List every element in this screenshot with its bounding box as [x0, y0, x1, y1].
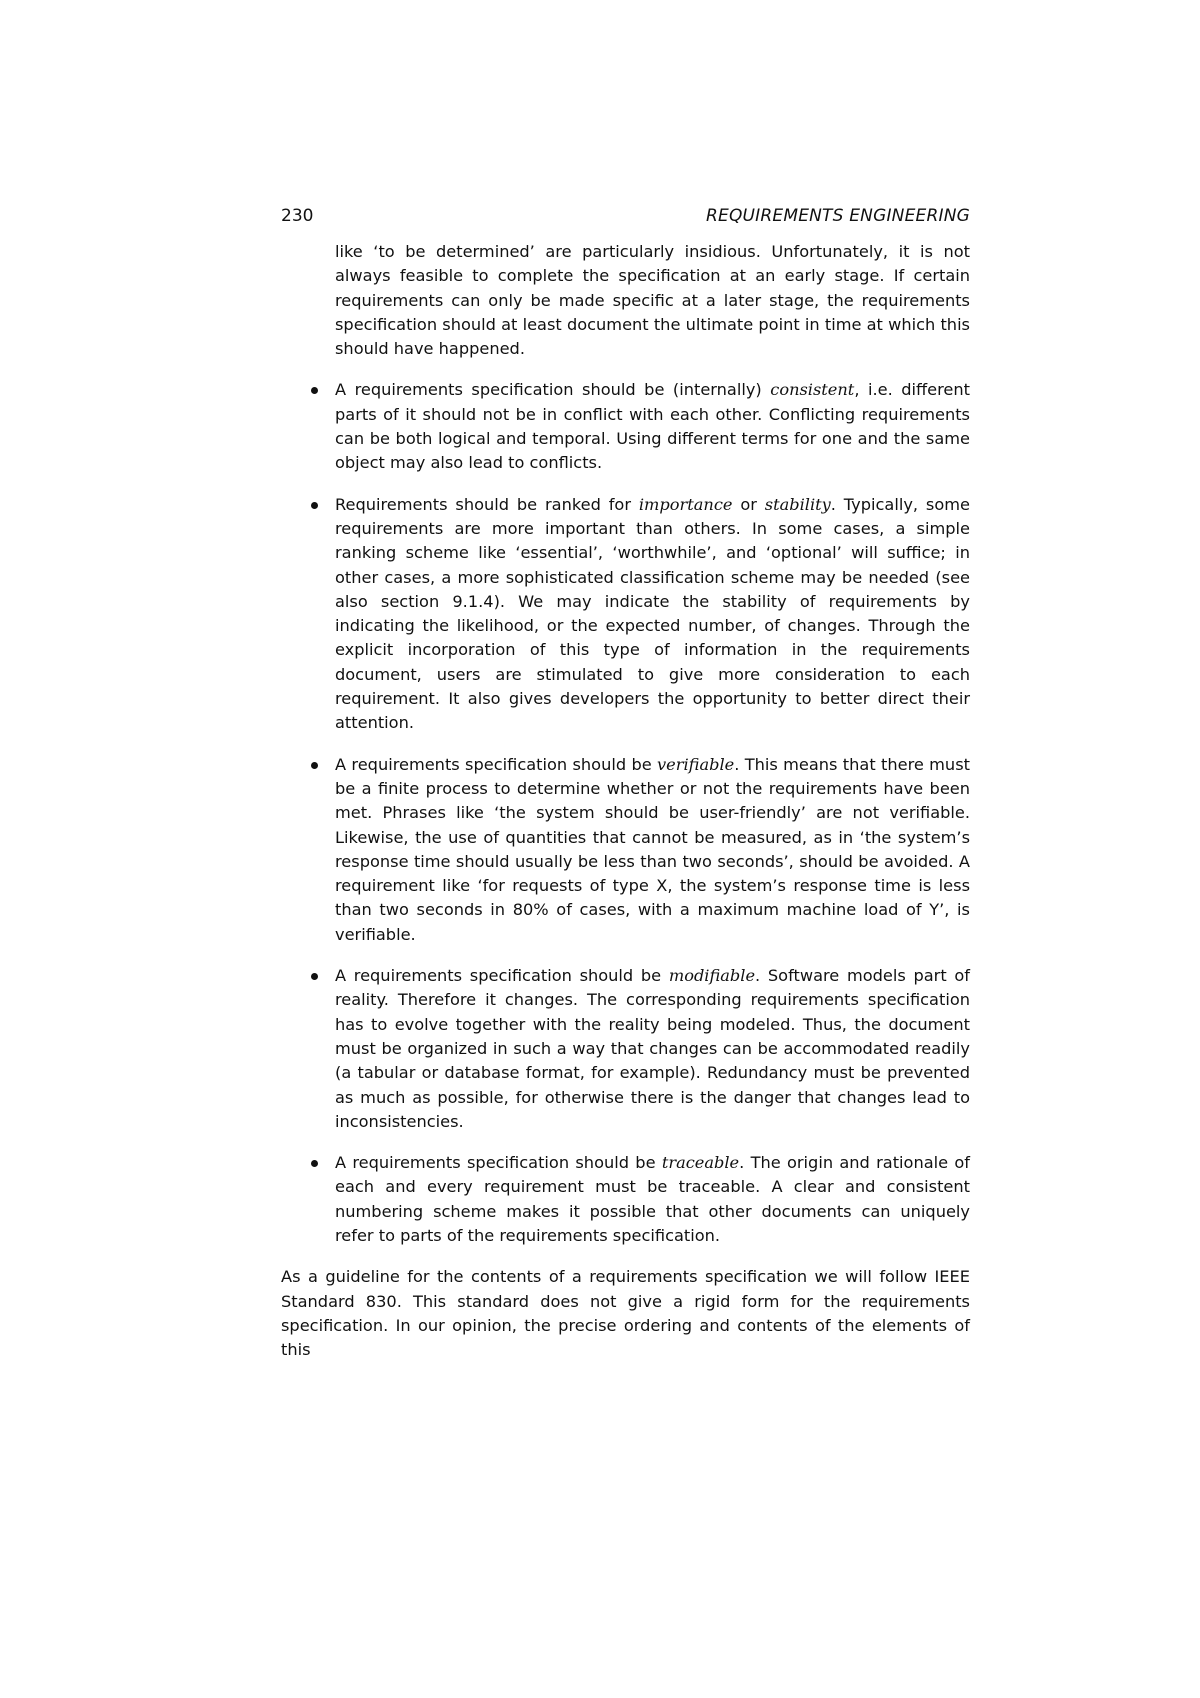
list-item-text: . This means that there must be a finite process to determine whether or not the requirements have been met. Phrases like ‘the system should be user-friendly’ are not verifiable. Likewise, the use of quantities that cannot be measured, as in ‘the system’s response time should usually be less than two seconds’, should be avoided. A requirement like ‘for requests of type X, the system’s response time is less than two seconds in 80% of cases, with a maximum machine load of Y’, is verifiable. [335, 754, 970, 944]
list-item-text: . Typically, some requirements are more important than others. In some cases, a simple ranking scheme like ‘essential’, ‘worthwhile’, and ‘optional’ will suffice; in other cases, a more sophisticated classification scheme may be needed (see also section 9.1.4). We may indicate the stability of requirements by indicating the likelihood, or the expected number, of changes. Through the explicit incorporation of this type of information in the requirements document, users are stimulated to give more consideration to each requirement. It also gives developers the opportunity to better direct their attention. [335, 494, 970, 733]
list-item-verifiable [335, 753, 970, 947]
page-number: 230 [281, 206, 314, 226]
term-importance: importance [638, 494, 733, 514]
term-verifiable: verifiable [657, 754, 735, 774]
list-item-modifiable [335, 964, 970, 1134]
continuation-paragraph: like ‘to be determined’ are particularly insidious. Unfortunately, it is not always feasible to complete the specification at an early stage. If certain requirements can only be made specific at a later stage, the requirements specification should at least document the ultimate point in time at which this should have happened. [335, 242, 970, 359]
list-item-text: or [732, 494, 765, 514]
chapter-title: REQUIREMENTS ENGINEERING [705, 206, 970, 226]
list-item-text: A requirements specification should be [335, 966, 669, 986]
requirements-list [281, 378, 970, 1248]
running-head [281, 204, 970, 228]
term-consistent: consistent [770, 380, 855, 400]
body-text [281, 240, 970, 1362]
term-stability: stability [764, 494, 831, 514]
closing-paragraph: As a guideline for the contents of a requirements specification we will follow IEEE Standard 830. This standard does not give a rigid form for the requirements specification. In our opinion, the precise ordering and contents of the elements of this [281, 1267, 970, 1360]
list-item-text: A requirements specification should be [335, 754, 658, 774]
list-item-text: . The origin and rationale of each and every requirement must be traceable. A clear and consistent numbering scheme makes it possible that other documents can uniquely refer to parts of the requirements specification. [335, 1153, 970, 1245]
list-item-text: Requirements should be ranked for [335, 494, 639, 514]
term-modifiable: modifiable [668, 966, 756, 986]
list-item-text: A requirements specification should be [335, 1153, 662, 1173]
list-item-ranked [335, 493, 970, 736]
list-item-text: . Software models part of reality. Therefore it changes. The corresponding requirements specification has to evolve together with the reality being modeled. Thus, the document must be organized in such a way that changes can be accommodated readily (a tabular or database format, for example). Redundancy must be prevented as much as possible, for otherwise there is the danger that changes lead to inconsistencies. [335, 966, 970, 1131]
list-item-traceable [335, 1151, 970, 1248]
list-item-consistent [335, 378, 970, 475]
term-traceable: traceable [661, 1153, 740, 1173]
list-item-text: A requirements specification should be (internally) [335, 380, 771, 400]
list-item-text: , i.e. different parts of it should not be in conflict with each other. Conflicting requirements can be both logical and temporal. Using different terms for one and the same object may also lead to conflicts. [335, 380, 970, 473]
